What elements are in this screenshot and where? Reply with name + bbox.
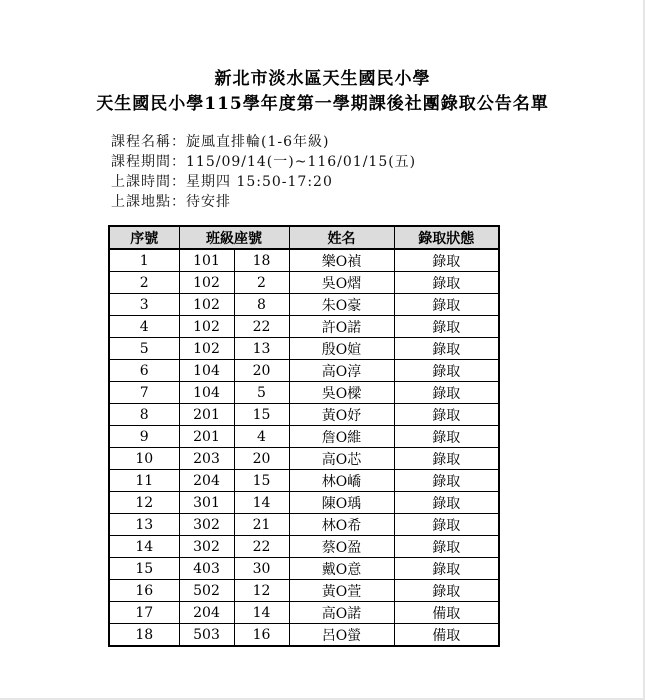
cell-name: 高O諾 (289, 602, 394, 624)
cell-seat: 16 (234, 624, 289, 647)
cell-class: 201 (179, 404, 234, 426)
table-row (109, 338, 499, 360)
cell-class: 204 (179, 470, 234, 492)
table-body (109, 249, 499, 646)
table-header-row (109, 226, 499, 249)
cell-seq: 2 (109, 272, 179, 294)
cell-status: 備取 (394, 624, 499, 647)
cell-class: 102 (179, 316, 234, 338)
cell-status: 錄取 (394, 448, 499, 470)
cell-class: 403 (179, 558, 234, 580)
cell-seq: 17 (109, 602, 179, 624)
cell-name: 高O芯 (289, 448, 394, 470)
cell-seq: 11 (109, 470, 179, 492)
cell-seat: 12 (234, 580, 289, 602)
cell-class: 502 (179, 580, 234, 602)
cell-seat: 22 (234, 536, 289, 558)
cell-status: 錄取 (394, 558, 499, 580)
cell-seat: 4 (234, 426, 289, 448)
cell-seq: 5 (109, 338, 179, 360)
cell-seat: 22 (234, 316, 289, 338)
table-row (109, 294, 499, 316)
course-period: 課程期間：115/09/14(一)~116/01/15(五) (111, 154, 417, 170)
cell-seq: 12 (109, 492, 179, 514)
cell-seq: 10 (109, 448, 179, 470)
cell-seat: 15 (234, 404, 289, 426)
cell-seq: 7 (109, 382, 179, 404)
header-name: 姓名 (289, 226, 394, 249)
cell-class: 203 (179, 448, 234, 470)
cell-seq: 3 (109, 294, 179, 316)
cell-status: 錄取 (394, 382, 499, 404)
cell-status: 錄取 (394, 404, 499, 426)
cell-seat: 8 (234, 294, 289, 316)
cell-seq: 14 (109, 536, 179, 558)
cell-class: 101 (179, 249, 234, 272)
cell-class: 102 (179, 294, 234, 316)
class-location: 上課地點：待安排 (111, 194, 231, 210)
cell-name: 黃O妤 (289, 404, 394, 426)
cell-seat: 2 (234, 272, 289, 294)
cell-name: 陳O瑀 (289, 492, 394, 514)
cell-class: 102 (179, 272, 234, 294)
cell-name: 高O淳 (289, 360, 394, 382)
cell-name: 朱O豪 (289, 294, 394, 316)
cell-class: 104 (179, 382, 234, 404)
cell-class: 104 (179, 360, 234, 382)
table-row (109, 492, 499, 514)
table-row (109, 624, 499, 647)
cell-name: 吳O樑 (289, 382, 394, 404)
cell-seq: 15 (109, 558, 179, 580)
table-row (109, 360, 499, 382)
cell-class: 201 (179, 426, 234, 448)
cell-status: 錄取 (394, 426, 499, 448)
cell-name: 殷O媗 (289, 338, 394, 360)
cell-status: 錄取 (394, 470, 499, 492)
table-row (109, 249, 499, 272)
cell-class: 204 (179, 602, 234, 624)
cell-seat: 18 (234, 249, 289, 272)
cell-seat: 30 (234, 558, 289, 580)
cell-seq: 13 (109, 514, 179, 536)
table-row (109, 272, 499, 294)
cell-class: 302 (179, 514, 234, 536)
cell-seq: 16 (109, 580, 179, 602)
cell-seat: 20 (234, 360, 289, 382)
cell-seat: 21 (234, 514, 289, 536)
cell-name: 林O希 (289, 514, 394, 536)
cell-name: 呂O螢 (289, 624, 394, 647)
cell-status: 錄取 (394, 272, 499, 294)
cell-name: 林O嶠 (289, 470, 394, 492)
header-class-seat: 班級座號 (179, 226, 289, 249)
cell-seat: 14 (234, 492, 289, 514)
cell-name: 吳O熠 (289, 272, 394, 294)
cell-name: 樂O禎 (289, 249, 394, 272)
cell-status: 錄取 (394, 249, 499, 272)
admission-table (108, 225, 500, 647)
cell-name: 蔡O盈 (289, 536, 394, 558)
announcement-title: 天生國民小學115學年度第一學期課後社團錄取公告名單 (96, 94, 549, 114)
table-row (109, 404, 499, 426)
cell-seq: 9 (109, 426, 179, 448)
class-time: 上課時間：星期四 15:50-17:20 (111, 174, 333, 190)
cell-class: 503 (179, 624, 234, 647)
cell-seat: 15 (234, 470, 289, 492)
cell-name: 戴O意 (289, 558, 394, 580)
cell-status: 錄取 (394, 316, 499, 338)
table-row (109, 448, 499, 470)
cell-seq: 18 (109, 624, 179, 647)
table-row (109, 558, 499, 580)
cell-class: 302 (179, 536, 234, 558)
cell-status: 錄取 (394, 338, 499, 360)
cell-seat: 5 (234, 382, 289, 404)
cell-status: 錄取 (394, 294, 499, 316)
cell-status: 錄取 (394, 580, 499, 602)
table-row (109, 426, 499, 448)
cell-seat: 14 (234, 602, 289, 624)
school-title: 新北市淡水區天生國民小學 (214, 69, 431, 89)
cell-status: 錄取 (394, 536, 499, 558)
cell-status: 錄取 (394, 514, 499, 536)
cell-seq: 1 (109, 249, 179, 272)
cell-class: 301 (179, 492, 234, 514)
table-row (109, 514, 499, 536)
table-row (109, 602, 499, 624)
cell-name: 詹O維 (289, 426, 394, 448)
cell-status: 錄取 (394, 360, 499, 382)
table-row (109, 316, 499, 338)
table-row (109, 580, 499, 602)
cell-seat: 13 (234, 338, 289, 360)
cell-seat: 20 (234, 448, 289, 470)
header-status: 錄取狀態 (394, 226, 499, 249)
cell-name: 許O諾 (289, 316, 394, 338)
course-name: 課程名稱：旋風直排輪(1-6年級) (111, 134, 330, 150)
table-row (109, 382, 499, 404)
table-row (109, 536, 499, 558)
header-seq: 序號 (109, 226, 179, 249)
cell-class: 102 (179, 338, 234, 360)
cell-seq: 4 (109, 316, 179, 338)
cell-status: 錄取 (394, 492, 499, 514)
table-row (109, 470, 499, 492)
cell-seq: 8 (109, 404, 179, 426)
cell-status: 備取 (394, 602, 499, 624)
cell-seq: 6 (109, 360, 179, 382)
cell-name: 黃O萱 (289, 580, 394, 602)
